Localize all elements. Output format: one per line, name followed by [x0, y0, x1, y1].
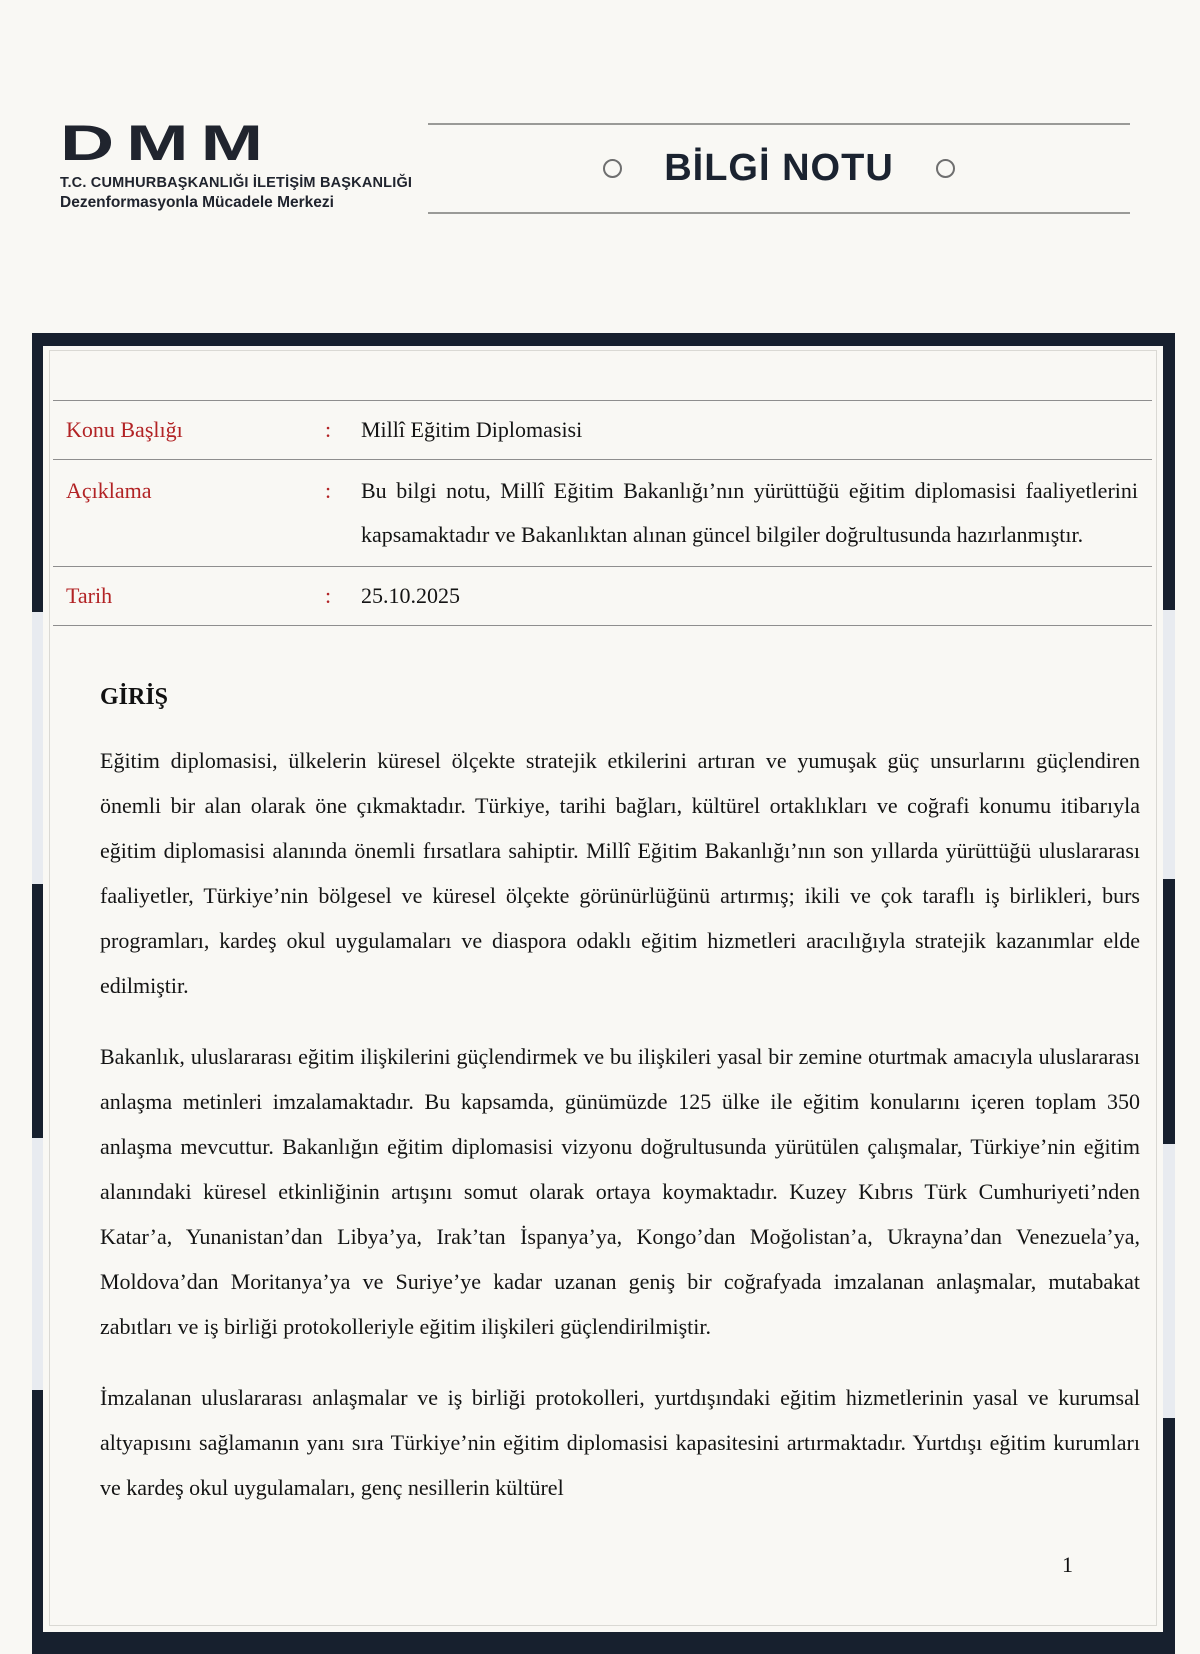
- description-value: Bu bilgi notu, Millî Eğitim Bakanlığı’nın yürüttüğü eğitim diplomasisi faaliyetlerini kapsamaktadır ve Bakanlıktan alınan güncel bilgiler doğrultusunda hazırlanmıştır.: [361, 478, 1138, 547]
- frame-right-bar: [1163, 1418, 1175, 1654]
- institution-name: T.C. CUMHURBAŞKANLIĞI İLETİŞİM BAŞKANLIĞI: [60, 175, 413, 191]
- decorative-circle-right-icon: [936, 159, 955, 178]
- frame-right-bar: [1163, 879, 1175, 1144]
- colon-separator: :: [325, 417, 332, 442]
- topic-label: Konu Başlığı: [66, 417, 183, 442]
- paragraph: İmzalanan uluslararası anlaşmalar ve iş birliği protokolleri, yurtdışındaki eğitim hizmetlerinin yasal ve kurumsal altyapısını sağlamanın yanı sıra Türkiye’nin eğitim diplomasisi kapasitesini artırmaktadır. Yurtdışı eğitim kurumları ve kardeş okul uygulamaları, genç nesillerin kültürel: [100, 1385, 1140, 1500]
- topic-value: Millî Eğitim Diplomasisi: [361, 417, 583, 442]
- date-label: Tarih: [66, 583, 113, 608]
- frame-top-bar: [32, 333, 1175, 346]
- frame-left-bar: [32, 884, 43, 1138]
- description-label: Açıklama: [66, 478, 152, 503]
- info-table: [53, 400, 1152, 626]
- frame-right-bar: [1163, 333, 1175, 610]
- center-name: Dezenformasyonla Mücadele Merkezi: [60, 194, 334, 211]
- document-frame: [32, 333, 1175, 1654]
- frame-left-bar: [32, 612, 43, 884]
- frame-content: [43, 346, 1163, 1632]
- colon-separator: :: [325, 583, 332, 608]
- frame-left-bar: [32, 1138, 43, 1390]
- colon-separator: :: [325, 478, 332, 503]
- date-value: 25.10.2025: [361, 583, 460, 608]
- table-row-topic: [53, 400, 1152, 459]
- paragraph: Eğitim diplomasisi, ülkelerin küresel ölçekte stratejik etkilerini artıran ve yumuşak güç unsurlarını güçlendiren önemli bir alan olarak öne çıkmaktadır. Türkiye, tarihi bağları, kültürel ortaklıkları ve coğrafi konumu itibarıyla eğitim diplomasisi alanında önemli fırsatlara sahiptir. Millî Eğitim Bakanlığı’nın son yıllarda yürüttüğü uluslararası faaliyetler, Türkiye’nin bölgesel ve küresel ölçekte görünürlüğünü artırmış; ikili ve çok taraflı iş birlikleri, burs programları, kardeş okul uygulamaları ve diaspora odaklı eğitim hizmetleri aracılığıyla stratejik kazanımlar elde edilmiştir.: [100, 748, 1140, 998]
- table-row-description: [53, 459, 1152, 566]
- frame-left-bar: [32, 1390, 43, 1654]
- table-row-date: [53, 566, 1152, 626]
- section-heading: GİRİŞ: [100, 684, 169, 710]
- document-title: BİLGİ NOTU: [664, 147, 894, 189]
- dmm-logo: [60, 115, 413, 212]
- frame-left-bar: [32, 333, 43, 612]
- frame-right-bar: [1163, 1144, 1175, 1418]
- page-number: 1: [1062, 1552, 1073, 1577]
- document-body: [100, 682, 1140, 1510]
- frame-right-bar: [1163, 610, 1175, 879]
- paragraph: Bakanlık, uluslararası eğitim ilişkilerini güçlendirmek ve bu ilişkileri yasal bir zemine oturtmak amacıyla uluslararası anlaşma metinleri imzalamaktadır. Bu kapsamda, günümüzde 125 ülke ile eğitim konularını içeren toplam 350 anlaşma mevcuttur. Bakanlığın eğitim diplomasisi vizyonu doğrultusunda yürütülen çalışmalar, Türkiye’nin eğitim alanındaki küresel etkinliğinin artışını somut olarak ortaya koymaktadır. Kuzey Kıbrıs Türk Cumhuriyeti’nden Katar’a, Yunanistan’dan Libya’ya, Irak’tan İspanya’ya, Kongo’dan Moğolistan’a, Ukrayna’dan Venezuela’ya, Moldova’dan Moritanya’ya ve Suriye’ye kadar uzanan geniş bir coğrafyada imzalanan anlaşmalar, mutabakat zabıtları ve iş birliği protokolleriyle eğitim ilişkileri güçlendirilmiştir.: [100, 1044, 1140, 1339]
- note-header: [428, 123, 1130, 214]
- dmm-logo-acronym: DMM: [60, 115, 276, 171]
- frame-bottom-bar: [32, 1632, 1175, 1654]
- decorative-circle-left-icon: [603, 159, 622, 178]
